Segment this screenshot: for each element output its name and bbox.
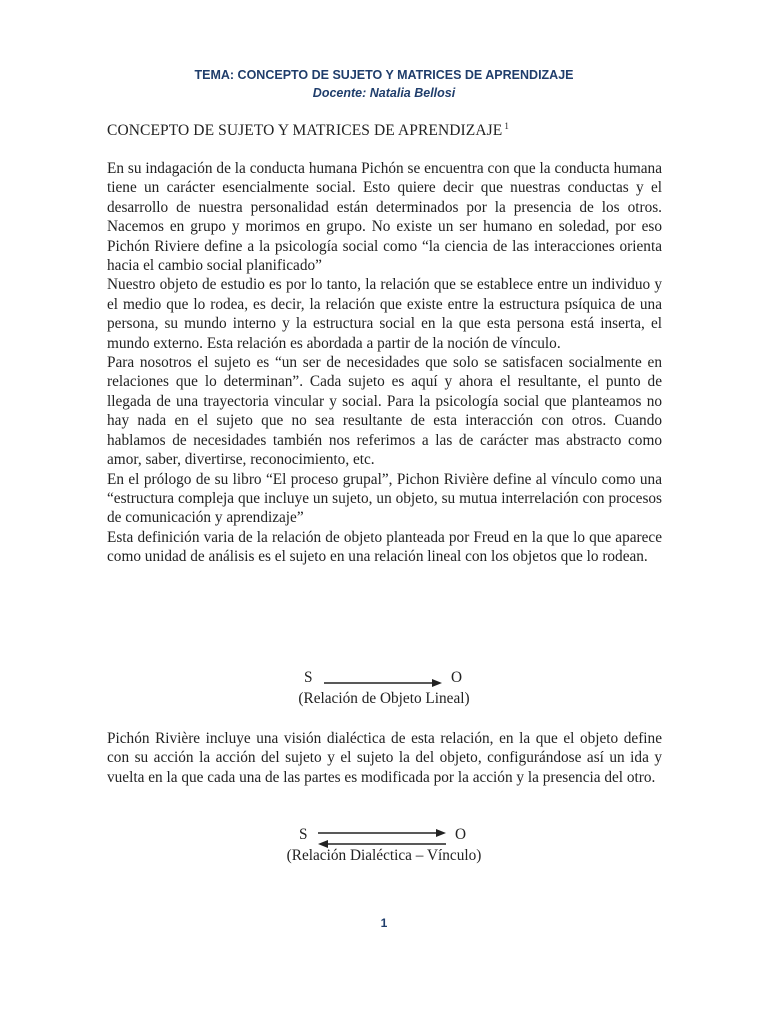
paragraph: Esta definición varia de la relación de objeto planteada por Freud en la que lo que aparece como unidad de análisis es el sujeto en una relación lineal con los objetos que lo rodean. <box>107 528 662 566</box>
linear-relation-diagram <box>0 669 768 708</box>
document-header <box>0 66 768 102</box>
footnote-reference: 1 <box>504 121 509 131</box>
object-label: O <box>451 669 463 686</box>
subject-label: S <box>304 669 313 686</box>
paragraph: En el prólogo de su libro “El proceso grupal”, Pichon Rivière define al vínculo como una “estructura compleja que incluye un sujeto, un objeto, su mutua interrelación con procesos de comunicación y aprendizaje” <box>107 470 662 527</box>
section-title-text: CONCEPTO DE SUJETO Y MATRICES DE APRENDIZAJE <box>107 122 503 140</box>
linear-relation-caption: (Relación de Objeto Lineal) <box>298 690 470 707</box>
topic-heading: TEMA: CONCEPTO DE SUJETO Y MATRICES DE APRENDIZAJE <box>194 68 574 82</box>
dialectic-relation-diagram <box>0 826 768 865</box>
body-text <box>107 159 662 567</box>
subject-label: S <box>299 826 308 843</box>
paragraph: Para nosotros el sujeto es “un ser de necesidades que solo se satisfacen socialmente en relaciones que lo determinan”. Cada sujeto es aquí y ahora el resultante, el punto de llegada de una trayectoria vincular y social. Para la psicología social que planteamos no hay nada en el sujeto que no sea resultante de esta interacción con otros. Cuando hablamos de necesidades también nos referimos a las de carácter mas abstracto como amor, saber, divertirse, reconocimiento, etc. <box>107 354 662 469</box>
section-title <box>107 121 509 140</box>
paragraph: Nuestro objeto de estudio es por lo tanto, la relación que se establece entre un individuo y el medio que lo rodea, es decir, la relación que existe entre la estructura psíquica de una persona, su mundo interno y la estructura social en la que esta persona está inserta, el mundo externo. Esta relación es abordada a partir de la noción de vínculo. <box>107 276 662 352</box>
dialectic-relation-caption: (Relación Dialéctica – Vínculo) <box>286 847 482 864</box>
page-number: 1 <box>380 916 388 930</box>
right-arrow-icon <box>322 671 444 687</box>
dialectic-paragraph: Pichón Rivière incluye una visión dialéctica de esta relación, en la que el objeto define con su acción la acción del sujeto y el sujeto la del objeto, configurándose así un ida y vuelta en la que cada una de las partes es modificada por la acción y la presencia del otro. <box>107 730 662 786</box>
object-label: O <box>455 826 467 843</box>
bidirectional-arrows-icon <box>314 826 450 848</box>
teacher-line: Docente: Natalia Bellosi <box>312 86 456 100</box>
paragraph: En su indagación de la conducta humana Pichón se encuentra con que la conducta humana tiene un carácter esencialmente social. Esto quiere decir que nuestras conductas y el desarrollo de nuestra personalidad están determinados por la presencia de los otros. Nacemos en grupo y morimos en grupo. No existe un ser humano en soledad, por eso Pichón Riviere define a la psicología social como “la ciencia de las interacciones orienta hacia el cambio social planificado” <box>107 160 662 275</box>
